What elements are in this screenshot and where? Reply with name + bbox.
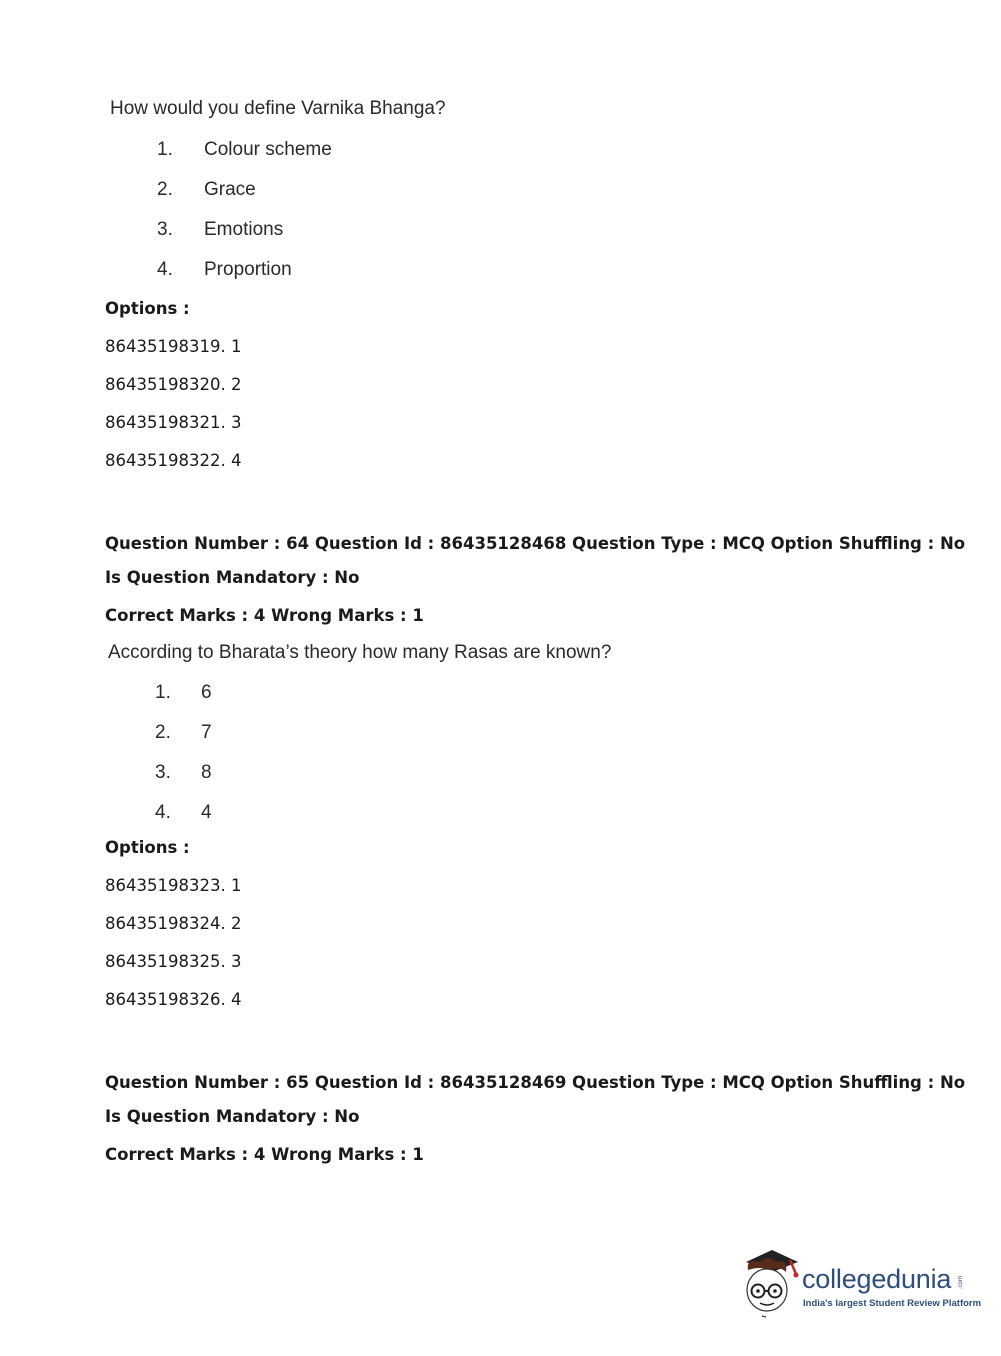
mandatory-line: Is Question Mandatory : No [105, 1107, 360, 1126]
answer-item-number: 2. [157, 179, 173, 200]
answer-item-number: 3. [155, 762, 171, 783]
answer-item-number: 1. [155, 682, 171, 703]
logo-wordmark: collegedunia [802, 1264, 952, 1294]
marks-line: Correct Marks : 4 Wrong Marks : 1 [105, 606, 424, 625]
answer-item-number: 3. [157, 219, 173, 240]
answer-item-text: 7 [201, 722, 212, 743]
answer-item-number: 4. [157, 259, 173, 280]
answer-item-text: Emotions [204, 219, 284, 240]
question-header: Question Number : 64 Question Id : 86435128468 Question Type : MCQ Option Shuffling : No [105, 534, 966, 553]
option-id: 86435198323. 1 [105, 876, 242, 895]
logo-com: .com [958, 1275, 964, 1289]
logo-tagline: India's largest Student Review Platform [803, 1298, 982, 1309]
answer-item-text: 6 [201, 682, 212, 703]
collegedunia-logo [740, 1246, 980, 1322]
option-id: 86435198319. 1 [105, 337, 242, 356]
question-text: How would you define Varnika Bhanga? [110, 98, 446, 119]
marks-line: Correct Marks : 4 Wrong Marks : 1 [105, 1145, 424, 1164]
option-id: 86435198324. 2 [105, 914, 242, 933]
answer-item-text: Colour scheme [204, 139, 332, 160]
question-header: Question Number : 65 Question Id : 86435128469 Question Type : MCQ Option Shuffling : No [105, 1073, 966, 1092]
option-id: 86435198321. 3 [105, 413, 242, 432]
answer-item-text: 8 [201, 762, 212, 783]
options-label: Options : [105, 299, 190, 318]
answer-item-number: 2. [155, 722, 171, 743]
option-id: 86435198320. 2 [105, 375, 242, 394]
option-id: 86435198322. 4 [105, 451, 242, 470]
answer-item-text: Proportion [204, 259, 292, 280]
question-text: According to Bharata’s theory how many Rasas are known? [108, 642, 612, 663]
answer-item-text: 4 [201, 802, 212, 823]
option-id: 86435198326. 4 [105, 990, 242, 1009]
answer-item-number: 1. [157, 139, 173, 160]
mascot-icon [740, 1246, 802, 1318]
mandatory-line: Is Question Mandatory : No [105, 568, 360, 587]
answer-item-number: 4. [155, 802, 171, 823]
option-id: 86435198325. 3 [105, 952, 242, 971]
options-label: Options : [105, 838, 190, 857]
answer-item-text: Grace [204, 179, 256, 200]
